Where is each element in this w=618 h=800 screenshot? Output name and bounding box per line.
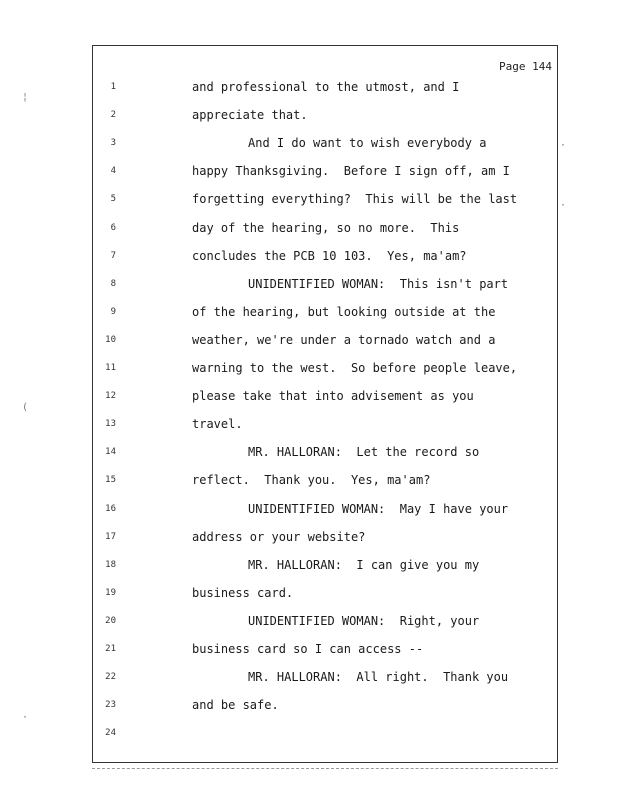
- line-number: 9: [110, 306, 116, 317]
- transcript-line: [100, 333, 555, 353]
- line-text: MR. HALLORAN: Let the record so: [248, 445, 480, 460]
- transcript-line: [100, 108, 555, 128]
- line-text: appreciate that.: [192, 108, 308, 123]
- page-number-header: Page 144: [499, 60, 552, 73]
- line-number: 7: [110, 250, 116, 261]
- line-text: please take that into advisement as you: [192, 389, 474, 404]
- line-text: weather, we're under a tornado watch and a: [192, 332, 496, 347]
- transcript-line: [100, 445, 555, 465]
- transcript-line: [100, 670, 555, 690]
- transcript-line: [100, 614, 555, 634]
- line-text: MR. HALLORAN: I can give you my: [248, 557, 480, 572]
- transcript-line: [100, 417, 555, 437]
- line-number: 17: [105, 531, 116, 542]
- line-text: day of the hearing, so no more. This: [192, 220, 460, 235]
- line-text: and professional to the utmost, and I: [192, 80, 460, 94]
- line-text: travel.: [192, 417, 243, 432]
- transcript-line: [100, 305, 555, 325]
- transcript-line: [100, 558, 555, 578]
- transcript-line: [100, 136, 555, 156]
- line-number: 13: [105, 419, 116, 430]
- margin-speck: ·: [22, 712, 29, 723]
- line-text: MR. HALLORAN: All right. Thank you: [248, 670, 509, 685]
- line-number: 20: [105, 615, 116, 626]
- line-text: business card so I can access --: [192, 642, 424, 656]
- line-number: 15: [105, 475, 116, 486]
- line-number: 22: [105, 672, 116, 683]
- line-number: 8: [110, 278, 116, 289]
- transcript-line: [100, 361, 555, 381]
- line-text: concludes the PCB 10 103. Yes, ma'am?: [192, 248, 467, 263]
- margin-speck: ·: [560, 200, 567, 211]
- line-text: UNIDENTIFIED WOMAN: This isn't part: [248, 276, 509, 291]
- margin-speck: ¦: [22, 92, 29, 103]
- line-number: 19: [105, 587, 116, 598]
- line-number: 4: [110, 166, 116, 177]
- transcript-line: [100, 277, 555, 297]
- transcript-line: [100, 586, 555, 606]
- line-text: and be safe.: [192, 698, 279, 713]
- line-text: of the hearing, but looking outside at the: [192, 304, 496, 319]
- line-text: UNIDENTIFIED WOMAN: May I have your: [248, 501, 509, 516]
- line-number: 11: [105, 363, 116, 373]
- line-number: 1: [110, 82, 116, 92]
- line-number: 6: [110, 222, 116, 233]
- transcript-line: [100, 642, 555, 662]
- transcript-line: [100, 502, 555, 522]
- transcript-line: [100, 698, 555, 718]
- line-text: reflect. Thank you. Yes, ma'am?: [192, 473, 431, 488]
- line-number: 10: [105, 334, 116, 345]
- line-number: 16: [105, 503, 116, 514]
- transcript-line: [100, 80, 555, 100]
- margin-speck: ·: [560, 140, 567, 151]
- transcript-line: [100, 530, 555, 550]
- line-number: 3: [110, 138, 116, 149]
- line-number: 14: [105, 447, 116, 458]
- line-number: 2: [110, 110, 116, 121]
- line-number: 21: [105, 644, 116, 654]
- line-text: address or your website?: [192, 529, 366, 544]
- transcript-line: [100, 726, 555, 746]
- transcript-line: [100, 221, 555, 241]
- line-number: 24: [105, 728, 116, 739]
- line-text: business card.: [192, 585, 294, 600]
- line-text: happy Thanksgiving. Before I sign off, am I: [192, 164, 510, 179]
- line-number: 12: [105, 391, 116, 402]
- transcript-line: [100, 249, 555, 269]
- line-text: UNIDENTIFIED WOMAN: Right, your: [248, 613, 480, 628]
- bottom-rule: [92, 768, 558, 769]
- transcript-line: [100, 389, 555, 409]
- transcript-line: [100, 164, 555, 184]
- line-number: 18: [105, 559, 116, 570]
- transcript-line: [100, 192, 555, 212]
- line-text: forgetting everything? This will be the last: [192, 192, 518, 207]
- line-number: 23: [105, 700, 116, 711]
- line-text: And I do want to wish everybody a: [248, 136, 487, 151]
- margin-speck: (: [22, 402, 29, 413]
- line-text: warning to the west. So before people leave,: [192, 361, 518, 375]
- line-number: 5: [110, 194, 116, 205]
- transcript-line: [100, 473, 555, 493]
